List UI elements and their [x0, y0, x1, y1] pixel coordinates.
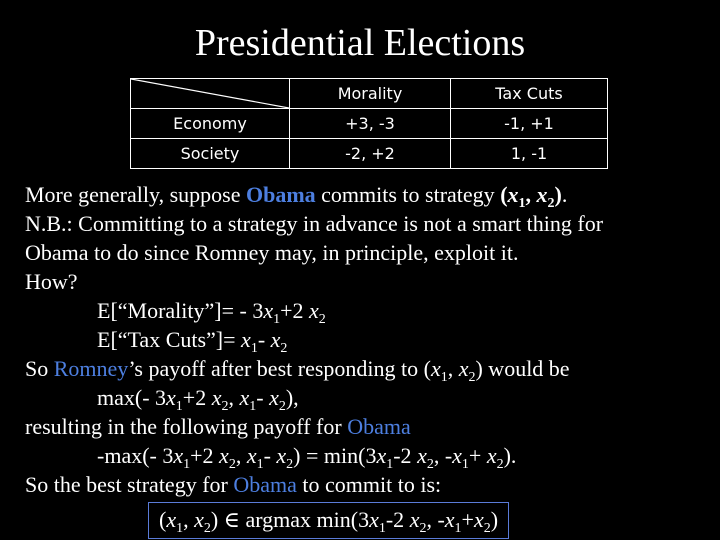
text-line: N.B.: Committing to a strategy in advance is not a smart thing for — [25, 211, 604, 236]
text-line: So the best strategy for Obama to commit to is: — [25, 472, 442, 497]
diagonal-divider — [131, 79, 289, 108]
row-header-economy: Economy — [131, 109, 290, 139]
formula-line: max(- $3x_1+2$ $x_2$, $x_1-$ $x_2$), — [97, 385, 299, 414]
payoff-cell: -1, +1 — [451, 109, 608, 139]
text-line: How? — [25, 269, 78, 294]
text-line: So Romney’s payoff after best responding to ($x_1$, $x_2$) would be — [25, 356, 570, 385]
payoff-cell: +3, -3 — [290, 109, 451, 139]
text-line: Obama to do since Romney may, in principle, exploit it. — [25, 240, 519, 265]
payoff-cell: 1, -1 — [451, 139, 608, 169]
formula-line: E[“Morality”]= - $3x_1+2$ $x_2$ — [97, 298, 326, 327]
table-corner-cell — [131, 79, 290, 109]
answer-box: ($x_1$, $x_2$) ∈ argmax $\min(3x_1-2$ $x_2$, $-x_1+x_2$) — [148, 502, 509, 539]
slide-title: Presidential Elections — [194, 22, 526, 64]
row-header-society: Society — [131, 139, 290, 169]
formula-line: E[“Tax Cuts”]= $x_1-$ $x_2$ — [97, 327, 288, 356]
text-line: resulting in the following payoff for Obama — [25, 414, 411, 439]
slide-body — [25, 180, 715, 499]
col-header-tax-cuts: Tax Cuts — [451, 79, 608, 109]
col-header-morality: Morality — [290, 79, 451, 109]
payoff-cell: -2, +2 — [290, 139, 451, 169]
payoff-table — [130, 78, 608, 169]
text-line: More generally, suppose Obama commits to strategy ($x_1$, $x_2$). — [25, 182, 568, 211]
formula-line: -max(- $3x_1+2$ $x_2$, $x_1-$ $x_2) = \min(3x_1-2$ $x_2$, $-x_1+ x_2$). — [97, 443, 517, 472]
